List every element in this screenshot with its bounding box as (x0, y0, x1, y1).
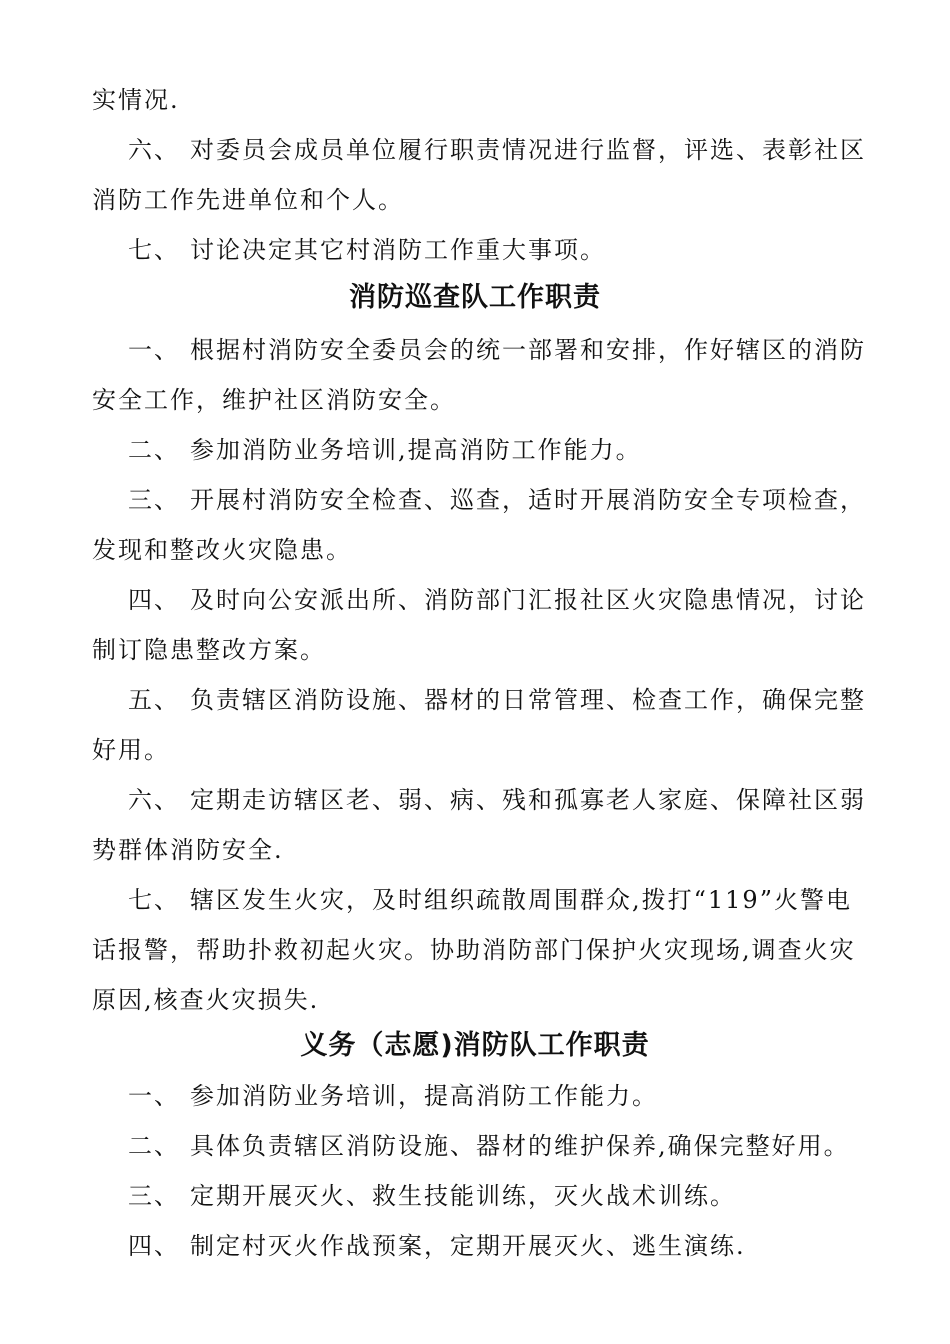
item-number: 六、 (128, 136, 180, 164)
item-text-continued: 安全工作，维护社区消防安全。 (92, 386, 456, 414)
section-title: 消防巡查队工作职责 (349, 282, 601, 313)
item-number: 七、 (128, 886, 180, 914)
item-text: 定期开展灭火、救生技能训练，灭火战术训练。 (190, 1182, 736, 1210)
item-text-continued: 发现和整改火灾隐患。 (92, 536, 352, 564)
item-number: 七、 (128, 236, 180, 264)
list-item (128, 1080, 898, 1112)
item-text-continued: 势群体消防安全. (92, 836, 284, 864)
item-number: 一、 (128, 1082, 180, 1110)
item-text: 负责辖区消防设施、器材的日常管理、检查工作，确保完整 (190, 686, 866, 714)
list-item (128, 1130, 898, 1162)
item-text: 对委员会成员单位履行职责情况进行监督，评选、表彰社区 (190, 136, 866, 164)
list-item (128, 1230, 898, 1262)
item-number: 二、 (128, 436, 180, 464)
item-number: 三、 (128, 1182, 180, 1210)
item-text-continued: 话报警，帮助扑救初起火灾。协助消防部门保护火灾现场,调查火灾 (92, 936, 856, 964)
list-item (128, 434, 898, 466)
list-item (128, 1180, 898, 1212)
item-text: 讨论决定其它村消防工作重大事项。 (190, 236, 606, 264)
list-item (128, 784, 898, 816)
list-item (128, 484, 898, 516)
list-item (128, 684, 898, 716)
item-text: 开展村消防安全检查、巡查，适时开展消防安全专项检查， (190, 486, 866, 514)
item-text: 定期走访辖区老、弱、病、残和孤寡老人家庭、保障社区弱 (190, 786, 866, 814)
item-text: 参加消防业务培训,提高消防工作能力。 (190, 436, 642, 464)
item-text-continued: 制订隐患整改方案。 (92, 636, 326, 664)
item-number: 三、 (128, 486, 180, 514)
item-number: 一、 (128, 336, 180, 364)
item-text: 制定村灭火作战预案，定期开展灭火、逃生演练. (190, 1232, 746, 1260)
item-number: 四、 (128, 1232, 180, 1260)
section-title: 义务（志愿)消防队工作职责 (300, 1030, 650, 1061)
item-text: 具体负责辖区消防设施、器材的维护保养,确保完整好用。 (190, 1132, 850, 1160)
item-number: 五、 (128, 686, 180, 714)
list-item (128, 884, 898, 916)
paragraph-continuation: 实情况. (92, 86, 180, 114)
list-item (128, 584, 898, 616)
list-item (128, 234, 898, 266)
item-text: 辖区发生火灾，及时组织疏散周围群众,拨打“119”火警电 (190, 886, 852, 914)
item-number: 六、 (128, 786, 180, 814)
item-text: 根据村消防安全委员会的统一部署和安排，作好辖区的消防 (190, 336, 866, 364)
item-text-continued: 好用。 (92, 736, 170, 764)
item-text-continued: 原因,核查火灾损失. (92, 986, 320, 1014)
item-number: 四、 (128, 586, 180, 614)
list-item (128, 134, 898, 166)
item-text: 及时向公安派出所、消防部门汇报社区火灾隐患情况，讨论 (190, 586, 866, 614)
item-number: 二、 (128, 1132, 180, 1160)
list-item (128, 334, 898, 366)
item-text: 参加消防业务培训，提高消防工作能力。 (190, 1082, 658, 1110)
item-text-continued: 消防工作先进单位和个人。 (92, 186, 404, 214)
